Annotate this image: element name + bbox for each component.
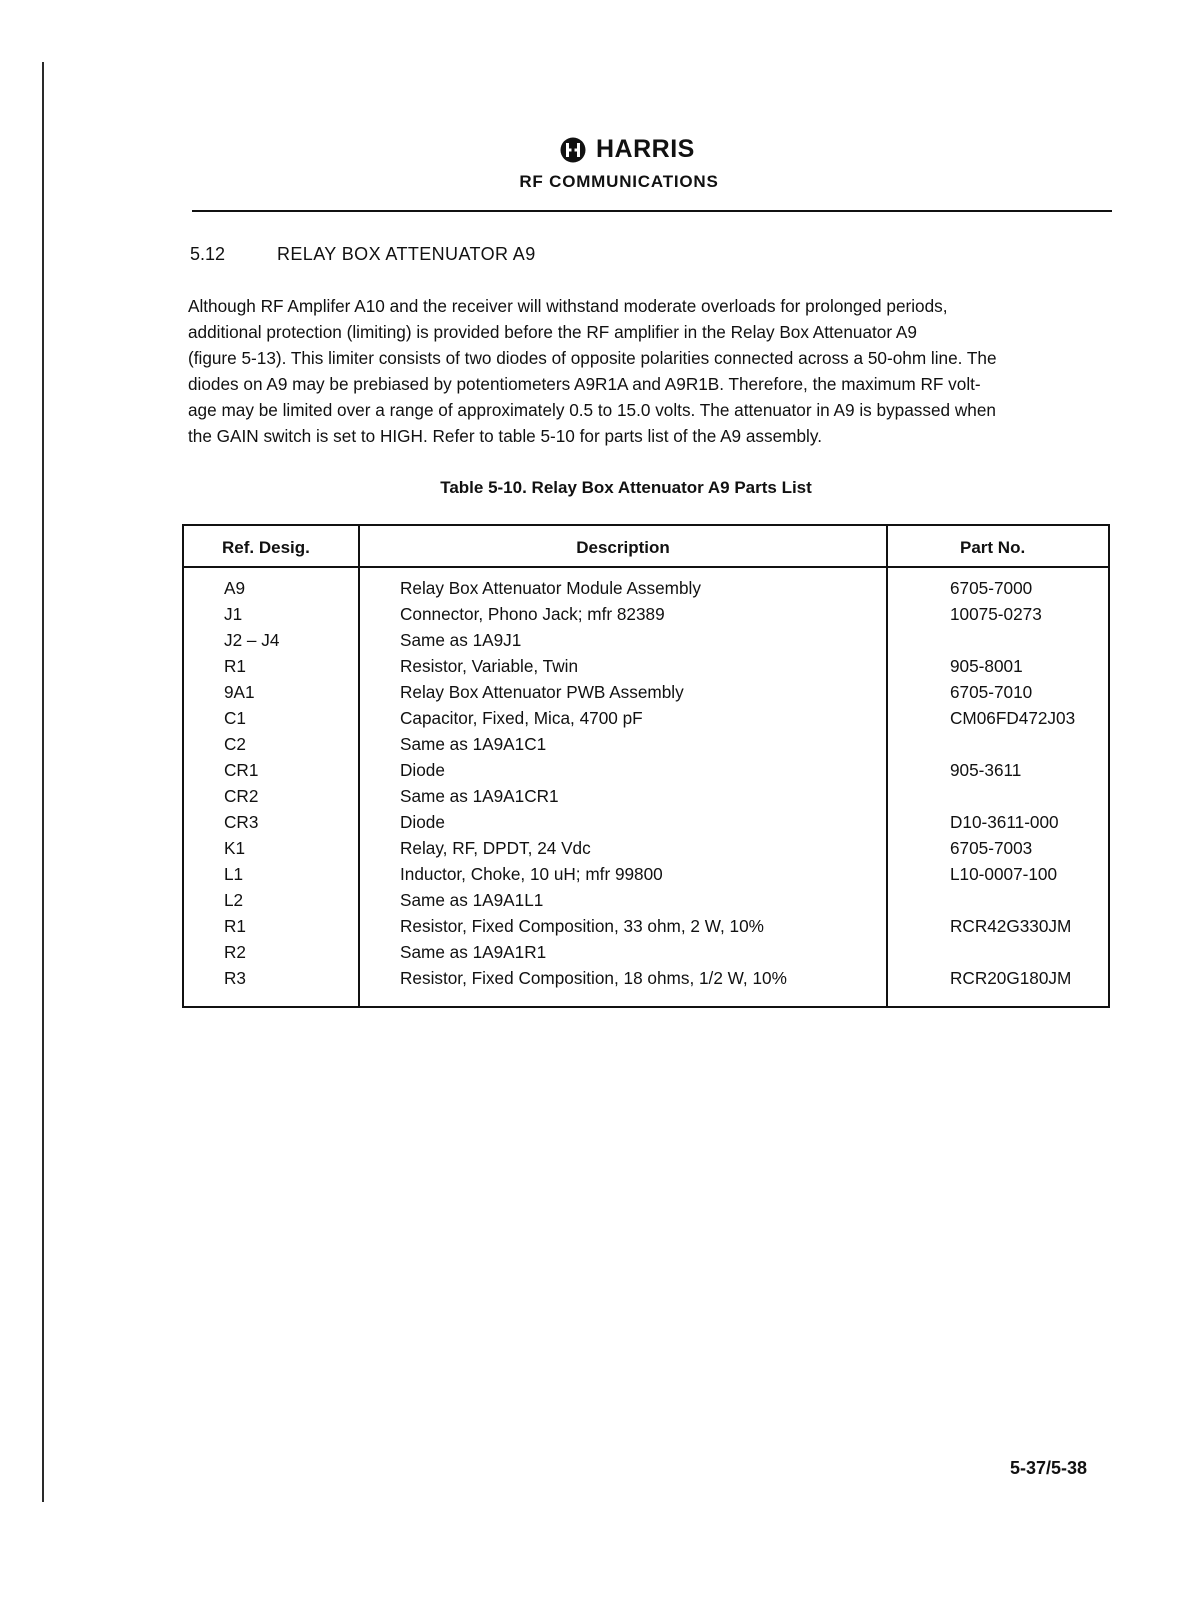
division-name: RF COMMUNICATIONS (519, 172, 719, 191)
description-cell: Connector, Phono Jack; mfr 82389 (400, 604, 665, 624)
ref-desig-cell: R3 (224, 968, 246, 988)
section-title: RELAY BOX ATTENUATOR A9 (277, 244, 536, 264)
table-row (184, 760, 1108, 786)
ref-desig-cell: R1 (224, 656, 246, 676)
table-row (184, 734, 1108, 760)
ref-desig-cell: R2 (224, 942, 246, 962)
ref-desig-cell: J2 – J4 (224, 630, 280, 650)
description-cell: Relay, RF, DPDT, 24 Vdc (400, 838, 591, 858)
description-cell: Same as 1A9J1 (400, 630, 522, 650)
table-row (184, 604, 1108, 630)
description-cell: Diode (400, 760, 445, 780)
part-no-cell: 6705-7010 (950, 682, 1033, 702)
part-no-cell: 6705-7000 (950, 578, 1033, 598)
description-cell: Resistor, Fixed Composition, 18 ohms, 1/2 W, 10% (400, 968, 787, 988)
description-cell: Diode (400, 812, 445, 832)
table-row (184, 812, 1108, 838)
part-no-cell: 905-8001 (950, 656, 1023, 676)
part-no-cell: 6705-7003 (950, 838, 1033, 858)
ref-desig-cell: C1 (224, 708, 246, 728)
table-body (184, 578, 1108, 994)
header-divider (184, 566, 1108, 568)
paragraph-line: the GAIN switch is set to HIGH. Refer to table 5-10 for parts list of the A9 assembly. (188, 426, 822, 446)
company-logo (560, 135, 695, 164)
part-no-cell: L10-0007-100 (950, 864, 1058, 884)
description-cell: Same as 1A9A1C1 (400, 734, 547, 754)
table-row (184, 942, 1108, 968)
ref-desig-cell: C2 (224, 734, 246, 754)
description-cell: Relay Box Attenuator Module Assembly (400, 578, 701, 598)
paragraph-line: additional protection (limiting) is provided before the RF amplifier in the Relay Box Attenuator A9 (188, 322, 917, 342)
table-row (184, 786, 1108, 812)
part-no-cell: 905-3611 (950, 760, 1022, 780)
table-row (184, 864, 1108, 890)
ref-desig-cell: R1 (224, 916, 246, 936)
page-number: 5-37/5-38 (1010, 1458, 1088, 1478)
part-no-cell: RCR42G330JM (950, 916, 1072, 936)
company-name: HARRIS (596, 135, 695, 163)
table-row (184, 968, 1108, 994)
table-row (184, 656, 1108, 682)
description-cell: Capacitor, Fixed, Mica, 4700 pF (400, 708, 643, 728)
ref-desig-cell: L2 (224, 890, 244, 910)
body-paragraph (188, 293, 1123, 449)
header-ref-desig: Ref. Desig. (222, 538, 310, 557)
part-no-cell: CM06FD472J03 (950, 708, 1076, 728)
description-cell: Resistor, Variable, Twin (400, 656, 578, 676)
part-no-cell: RCR20G180JM (950, 968, 1072, 988)
ref-desig-cell: L1 (224, 864, 244, 884)
ref-desig-cell: CR3 (224, 812, 259, 832)
description-cell: Relay Box Attenuator PWB Assembly (400, 682, 684, 702)
part-no-cell: 10075-0273 (950, 604, 1042, 624)
ref-desig-cell: CR1 (224, 760, 259, 780)
part-no-cell: D10-3611-000 (950, 812, 1059, 832)
paragraph-line: (figure 5-13). This limiter consists of two diodes of opposite polarities connected across a 50-ohm line. The (188, 348, 997, 368)
description-cell: Resistor, Fixed Composition, 33 ohm, 2 W, 10% (400, 916, 764, 936)
header-description: Description (576, 538, 670, 557)
header-part-no: Part No. (960, 538, 1026, 557)
description-cell: Same as 1A9A1L1 (400, 890, 544, 910)
table-row (184, 916, 1108, 942)
paragraph-line: age may be limited over a range of approximately 0.5 to 15.0 volts. The attenuator in A9 is bypassed when (188, 400, 996, 420)
table-row (184, 578, 1108, 604)
table-caption: Table 5-10. Relay Box Attenuator A9 Parts List (440, 478, 812, 497)
table-row (184, 708, 1108, 734)
parts-list-table (182, 524, 1110, 1008)
description-cell: Same as 1A9A1CR1 (400, 786, 559, 806)
description-cell: Same as 1A9A1R1 (400, 942, 547, 962)
paragraph-line: Although RF Amplifer A10 and the receiver will withstand moderate overloads for prolonged periods, (188, 296, 948, 316)
table-row (184, 682, 1108, 708)
ref-desig-cell: K1 (224, 838, 246, 858)
ref-desig-cell: 9A1 (224, 682, 255, 702)
ref-desig-cell: CR2 (224, 786, 259, 806)
ref-desig-cell: J1 (224, 604, 243, 624)
table-row (184, 630, 1108, 656)
description-cell: Inductor, Choke, 10 uH; mfr 99800 (400, 864, 663, 884)
header-rule (192, 210, 1112, 212)
binding-margin-line (42, 62, 44, 1502)
paragraph-line: diodes on A9 may be prebiased by potentiometers A9R1A and A9R1B. Therefore, the maximum RF volt- (188, 374, 981, 394)
harris-logo-icon (560, 137, 586, 163)
section-number: 5.12 (190, 244, 226, 264)
table-row (184, 838, 1108, 864)
table-row (184, 890, 1108, 916)
ref-desig-cell: A9 (224, 578, 246, 598)
